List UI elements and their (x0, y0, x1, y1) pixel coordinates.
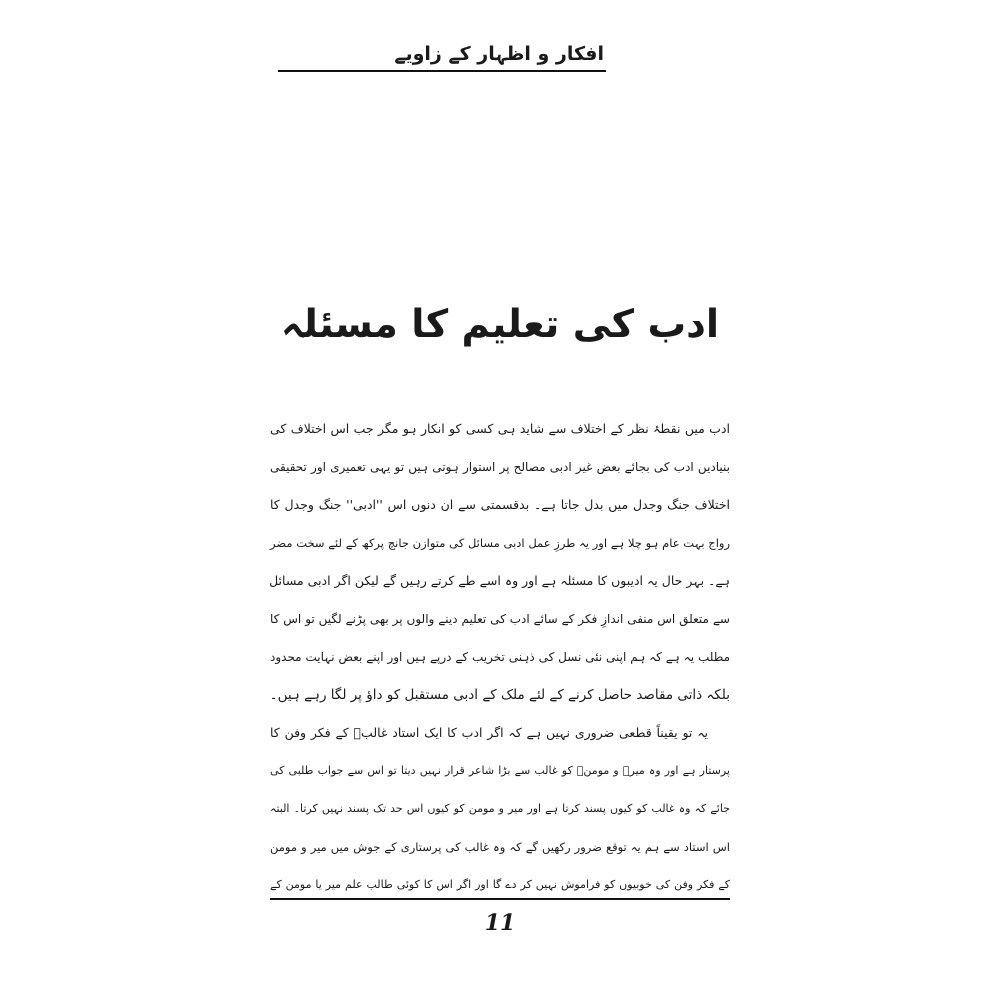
running-head: افکار و اظہار کے زاویے (394, 43, 604, 65)
text-line: پرستار ہے اور وہ میرؔ و مومنؔ کو غالب سے بڑا شاعر قرار نہیں دیتا تو اس سے جواب طلبی کی (270, 764, 730, 777)
text-line: کے فکر وفن کی خوبیوں کو فراموش نہیں کر دے گا اور اگر اس کا کوئی طالب علم میر یا مومن کے (270, 878, 730, 891)
text-line: جائے کہ وہ غالب کو کیوں پسند کرتا ہے اور میر و مومن کو کیوں اس حد تک پسند نہیں کرتا۔ البتہ (270, 802, 730, 815)
text-line: مطلب یہ ہے کہ ہم اپنی نئی نسل کی ذہنی تخریب کے درپے ہیں اور اپنے بعض نہایت محدود (270, 650, 730, 664)
text-line: بلکہ ذاتی مقاصد حاصل کرنے کے لئے ملک کے ادبی مستقبل کو داؤ پر لگا رہے ہیں۔ (269, 687, 730, 703)
text-line: سے متعلق اس منفی اندازِ فکر کے سائے ادب کی تعلیم دینے والوں پر بھی پڑنے لگیں تو اس کا (270, 612, 730, 626)
text-line: ادب میں نقطۂ نظر کے اختلاف سے شاید ہی کسی کو انکار ہو مگر جب اس اختلاف کی (270, 421, 730, 436)
text-line: یہ تو یقیناً قطعی ضروری نہیں ہے کہ اگر ادب کا ایک استاد غالبؔ کے فکر وفن کا (270, 725, 708, 740)
text-line: بنیادیں ادب کی بجائے بعض غیر ادبی مصالح پر استوار ہوتی ہیں تو یہی تعمیری اور تحقیقی (270, 460, 730, 474)
text-line: اختلاف جنگ وجدل میں بدل جاتا ہے۔ بدقسمتی سے ان دنوں اس ''ادبی'' جنگ وجدل کا (270, 497, 730, 512)
text-line: رواج بہت عام ہو چلا ہے اور یہ طرزِ عمل ادبی مسائل کی متوازن جانچ پرکھ کے لئے سخت مضر (270, 536, 730, 550)
page-number: 11 (484, 910, 516, 936)
footer-rule (270, 898, 730, 900)
text-line: اس استاد سے ہم یہ توقع ضرور رکھیں گے کہ وہ غالب کی پرستاری کے جوش میں میر و مومن (270, 840, 730, 854)
header-rule (278, 70, 606, 72)
chapter-title: ادب کی تعلیم کا مسئلہ (280, 302, 720, 347)
text-line: ہے۔ بہر حال یہ ادیبوں کا مسئلہ ہے اور وہ اسے طے کرتے رہیں گے لیکن اگر ادبی مسائل (269, 573, 730, 588)
body-text (270, 410, 730, 904)
